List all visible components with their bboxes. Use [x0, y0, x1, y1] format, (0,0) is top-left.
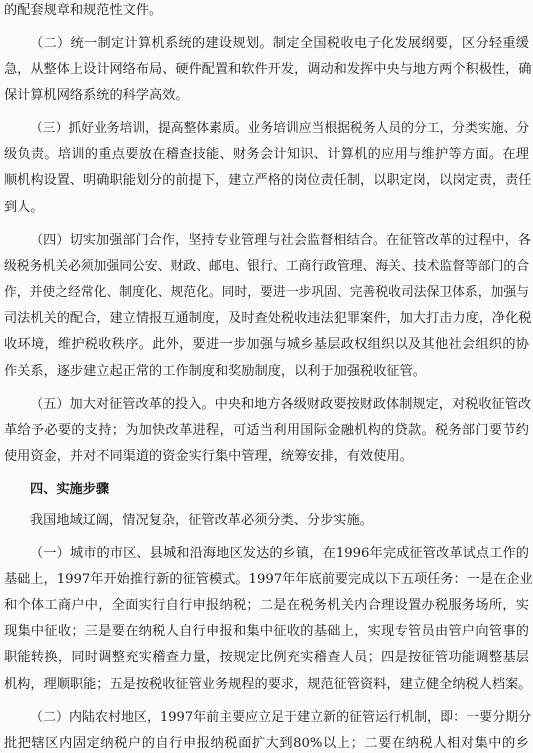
text-line: （三）抓好业务培训，提高整体素质。业务培训应当根据税务人员的分工，分类实施、分 — [30, 121, 530, 136]
text-line: 职能转换，同时调整充实稽查力量，按规定比例充实稽查人员；四是按征管功能调整基层 — [4, 650, 529, 665]
text-line: 使用资金，并对不同渠道的资金实行集中管理，统筹安排，有效使用。 — [4, 449, 413, 464]
text-line: 司法机关的配合，建立情报互通制度，及时查处税收违法犯罪案件，加大打击力度，净化税 — [4, 311, 532, 326]
text-line: 收环境，维护税收秩序。此外，要进一步加强与城乡基层政权组织以及其他社会组织的协 — [4, 337, 529, 352]
text-line: （四）切实加强部门合作，坚持专业管理与社会监督相结合。在征管改革的过程中，各 — [30, 233, 532, 248]
text-line: 急，从整体上设计网络布局、硬件配置和软件开发，调动和发挥中央与地方两个积极性，确 — [4, 62, 532, 77]
text-line: 级负责。培训的重点要放在稽查技能、财务会计知识、计算机的应用与维护等方面。在理 — [4, 147, 529, 162]
text-line: 机构，理顺职能；五是按税收征管业务规程的要求，规范征管资料，建立健全纳税人档案。 — [4, 677, 532, 692]
text-line: 革给予必要的支持；为加快改革进程，可适当利用国际金融机构的贷款。税务部门要节约 — [4, 423, 529, 438]
text-line: 基础上，1997年开始推行新的征管模式。1997年年底前要完成以下五项任务：一是在企业 — [4, 572, 533, 587]
text-line: 批把辖区内固定纳税户的自行申报纳税面扩大到80%以上；二要在纳税人相对集中的乡 — [4, 736, 529, 751]
text-line: 我国地域辽阔，情况复杂，征管改革必须分类、分步实施。 — [30, 513, 373, 528]
text-line: 作关系，逐步建立起正常的工作制度和奖励制度，以利于加强税收征管。 — [4, 364, 426, 379]
text-line: 的配套规章和规范性文件。 — [4, 3, 163, 18]
text-line: 级税务机关必须加强同公安、财政、邮电、银行、工商行政管理、海关、技术监督等部门的合 — [4, 259, 529, 274]
text-line: 顺机构设置、明确职能划分的前提下，建立严格的岗位责任制，以职定岗，以岗定责，责任 — [4, 173, 532, 188]
text-line: 作，并使之经常化、制度化、规范化。同时，要进一步巩固、完善税收司法保卫体系，加强与 — [4, 285, 529, 300]
text-line: （五）加大对征管改革的投入。中央和地方各级财政要按财政体制规定，对税收征管改 — [30, 397, 532, 412]
text-line: （一）城市的市区、县城和沿海地区发达的乡镇，在1996年完成征管改革试点工作的 — [30, 546, 529, 561]
text-line: （二）内陆农村地区，1997年前主要应立足于建立新的征管运行机制，即：一要分期分 — [30, 710, 532, 725]
text-line: 保计算机网络系统的科学高效。 — [4, 88, 189, 103]
text-line: 和个体工商户中，全面实行自行申报纳税；二是在税务机关内合理设置办税服务场所，实 — [4, 598, 529, 613]
section-heading: 四、实施步骤 — [30, 482, 110, 497]
text-line: 现集中征收；三是要在纳税人自行申报和集中征收的基础上，实现专管员由管户向管事的 — [4, 624, 529, 639]
text-line: （二）统一制定计算机系统的建设规划。制定全国税收电子化发展纲要，区分轻重缓 — [30, 36, 529, 51]
text-line: 到人。 — [4, 200, 44, 215]
